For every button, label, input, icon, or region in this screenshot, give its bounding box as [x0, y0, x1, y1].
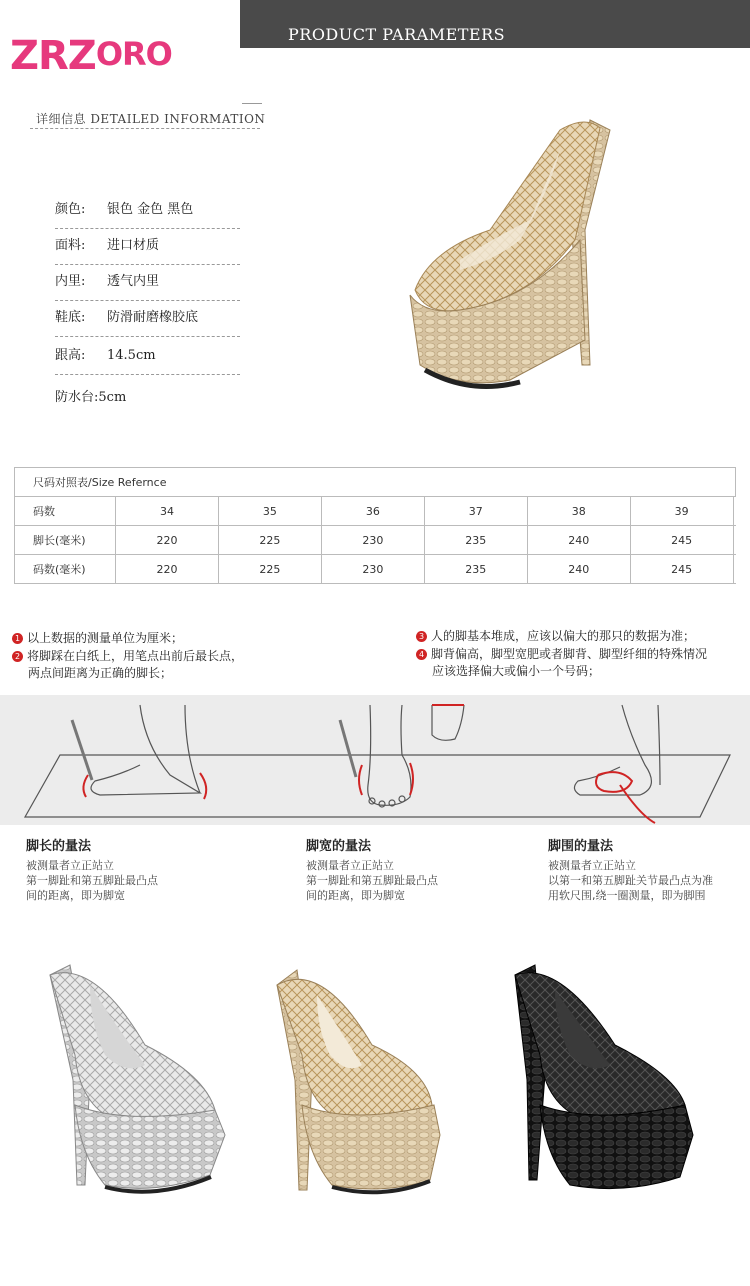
- row-label: 码数(毫米): [15, 555, 116, 584]
- table-cell: 220: [116, 526, 219, 555]
- note-text: 人的脚基本堆成，应该以偏大的那只的数据为准；: [431, 629, 696, 643]
- details-heading: 详细信息 DETAILED INFORMATION: [36, 112, 266, 126]
- table-cell-empty: [733, 497, 735, 526]
- note-text: 脚背偏高，脚型宽肥或者脚背、脚型纤细的特殊情况: [431, 647, 708, 661]
- spec-label: 跟高:: [55, 348, 86, 363]
- table-row: [15, 526, 736, 555]
- table-cell: 34: [116, 497, 219, 526]
- note-number: 3: [416, 631, 427, 642]
- spec-row-lining: [55, 270, 240, 301]
- note-number: 1: [12, 633, 23, 644]
- measurement-drawing: [0, 695, 750, 830]
- table-cell: 245: [630, 555, 733, 584]
- method-width: [306, 835, 438, 903]
- size-table: [14, 467, 736, 584]
- spec-label: 内里:: [55, 274, 86, 289]
- table-cell: 235: [424, 555, 527, 584]
- table-cell: 230: [321, 526, 424, 555]
- method-line: 第一脚趾和第五脚趾最凸点: [26, 874, 158, 887]
- note-text: 以上数据的测量单位为厘米；: [27, 631, 184, 645]
- logo-part1: ZRZ: [10, 33, 96, 79]
- gold-shoe-image-2: [262, 955, 482, 1205]
- row-label: 脚长(毫米): [15, 526, 116, 555]
- spec-row-heel: [55, 344, 240, 375]
- table-cell: 230: [321, 555, 424, 584]
- table-cell: 38: [527, 497, 630, 526]
- spec-value: 透气内里: [107, 274, 160, 289]
- black-shoe-image: [495, 955, 715, 1205]
- spec-value: 5cm: [98, 390, 127, 405]
- method-girth: [548, 835, 713, 903]
- spec-value: 进口材质: [107, 238, 160, 253]
- note-number: 4: [416, 649, 427, 660]
- table-cell: 245: [630, 526, 733, 555]
- table-cell: 220: [116, 555, 219, 584]
- table-cell-empty: [733, 555, 735, 584]
- table-cell: 39: [630, 497, 733, 526]
- method-line: 用软尺围,绕一圈测量，即为脚围: [548, 889, 706, 902]
- row-label: 码数: [15, 497, 116, 526]
- brand-logo: [10, 33, 172, 79]
- spec-value: 防滑耐磨橡胶底: [107, 310, 199, 325]
- table-cell: 37: [424, 497, 527, 526]
- method-line: 被测量者立正站立: [26, 859, 114, 872]
- table-title-row: [15, 468, 736, 497]
- method-line: 间的距离，即为脚宽: [26, 889, 125, 902]
- gold-shoe-image: [400, 110, 630, 390]
- spec-value: 银色 金色 黑色: [107, 202, 194, 217]
- note-2: [12, 648, 243, 682]
- spec-label: 面料:: [55, 238, 86, 253]
- table-row: [15, 497, 736, 526]
- spec-value: 14.5cm: [107, 348, 156, 363]
- table-cell-empty: [733, 526, 735, 555]
- note-4: [416, 646, 707, 680]
- method-line: 被测量者立正站立: [548, 859, 636, 872]
- table-cell: 225: [218, 555, 321, 584]
- table-cell: 36: [321, 497, 424, 526]
- spec-row-color: [55, 198, 240, 229]
- method-line: 被测量者立正站立: [306, 859, 394, 872]
- spec-label: 防水台:: [55, 390, 99, 405]
- spec-label: 鞋底:: [55, 310, 86, 325]
- table-cell: 35: [218, 497, 321, 526]
- spec-row-material: [55, 234, 240, 265]
- spec-label: 颜色:: [55, 202, 86, 217]
- table-row: [15, 555, 736, 584]
- note-text-cont: 应该选择偏大或偏小一个号码；: [432, 664, 601, 678]
- divider: [242, 103, 262, 104]
- note-text-cont: 两点间距离为正确的脚长；: [28, 666, 173, 680]
- table-cell: 225: [218, 526, 321, 555]
- table-cell: 240: [527, 526, 630, 555]
- method-length: [26, 835, 158, 903]
- spec-row-platform: [55, 386, 240, 416]
- note-number: 2: [12, 651, 23, 662]
- table-cell: 235: [424, 526, 527, 555]
- page-title: PRODUCT PARAMETERS: [288, 25, 506, 44]
- logo-part2: ORO: [95, 35, 172, 73]
- spec-row-sole: [55, 306, 240, 337]
- note-1: [12, 630, 183, 647]
- method-line: 第一脚趾和第五脚趾最凸点: [306, 874, 438, 887]
- table-title: 尺码对照表/Size Refernce: [15, 468, 736, 497]
- method-line: 以第一和第五脚趾关节最凸点为准: [548, 874, 713, 887]
- silver-shoe-image: [35, 955, 255, 1205]
- note-3: [416, 628, 695, 645]
- method-title: 脚围的量法: [548, 839, 614, 854]
- divider: [30, 128, 260, 129]
- method-title: 脚长的量法: [26, 839, 92, 854]
- note-text: 将脚踩在白纸上，用笔点出前后最长点，: [27, 649, 244, 663]
- table-cell: 240: [527, 555, 630, 584]
- method-title: 脚宽的量法: [306, 839, 372, 854]
- method-line: 间的距离，即为脚宽: [306, 889, 405, 902]
